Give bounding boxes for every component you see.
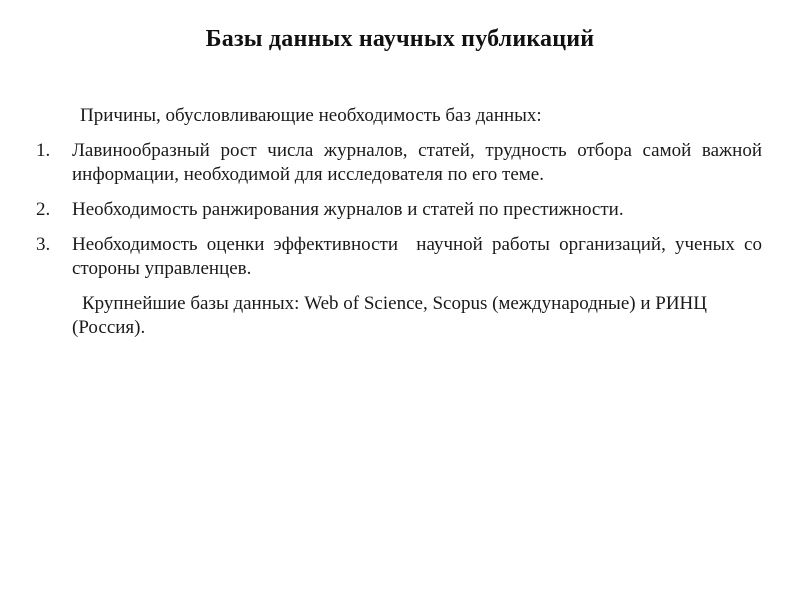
reasons-list [36, 139, 767, 281]
list-item-number: 3. [36, 234, 51, 255]
list-item [36, 198, 762, 222]
list-item-number: 2. [36, 199, 51, 220]
slide-body [36, 104, 767, 340]
intro-text: Причины, обусловливающие необходимость баз данных: [80, 105, 542, 126]
list-item-text: Необходимость ранжирования журналов и статей по престижности. [72, 199, 624, 220]
outro-text: Крупнейшие базы данных: Web of Science, Scopus (международные) и РИНЦ (Россия). [72, 293, 707, 338]
list-item-text: Лавинообразный рост числа журналов, статей, трудность отбора самой важной информации, необходимой для исследователя по его теме. [72, 140, 762, 185]
list-item [36, 139, 762, 187]
slide-title: Базы данных научных публикаций [205, 26, 595, 52]
list-item-number: 1. [36, 140, 51, 161]
list-item-text: Необходимость оценки эффективности научной работы организаций, ученых со стороны управленцев. [72, 234, 767, 279]
list-item [36, 233, 767, 281]
